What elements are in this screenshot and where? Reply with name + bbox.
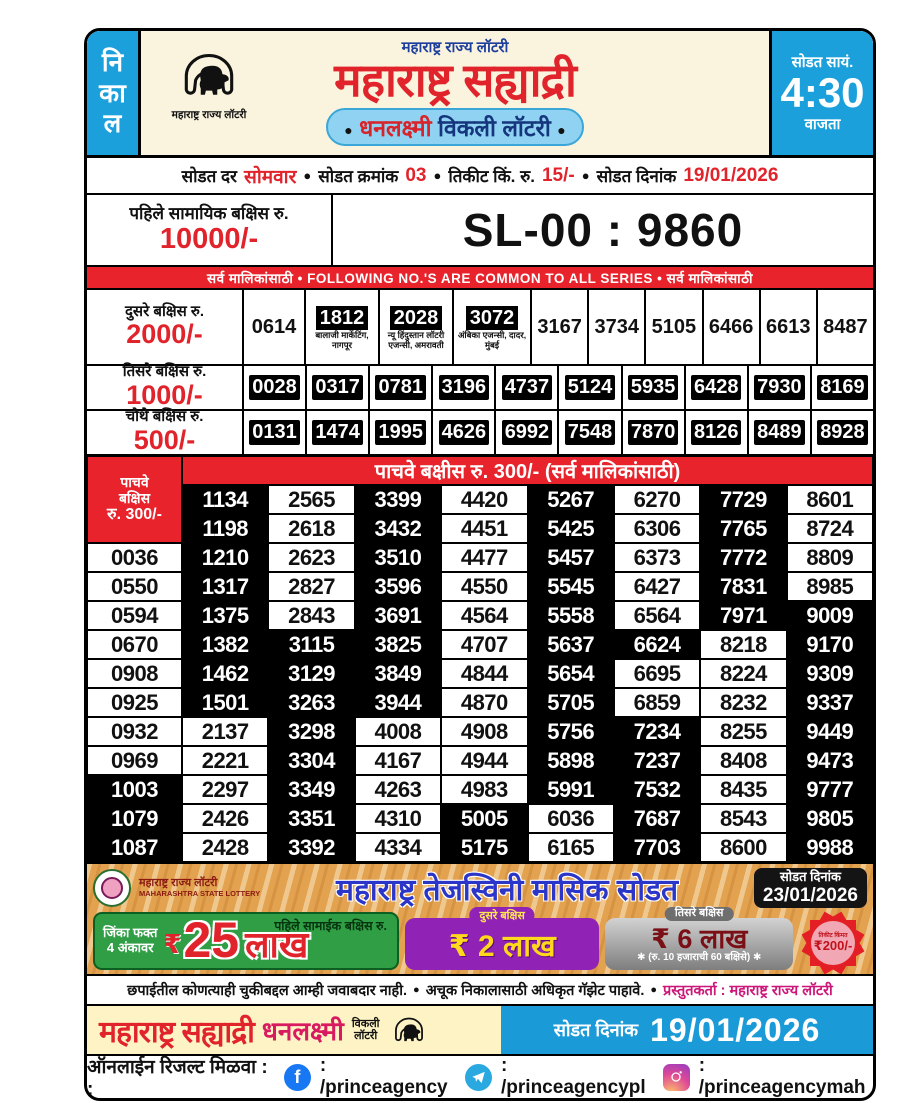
prize-number: 5935: [628, 375, 679, 400]
fifth-prize-number: 5005: [441, 804, 527, 833]
prize-number: 8489: [754, 420, 805, 445]
prize-number: 6992: [502, 420, 553, 445]
fifth-prize-number: 4167: [355, 746, 441, 775]
fifth-prize-number: 8224: [700, 659, 786, 688]
fifth-prize-number: 0908: [87, 659, 182, 688]
fifth-prize-number: 8809: [787, 543, 873, 572]
first-prize-row: [87, 193, 873, 265]
rupee-symbol: ₹: [163, 928, 182, 959]
fifth-prize-number: 8255: [700, 717, 786, 746]
third-prize-numbers: [242, 366, 873, 409]
header-center: [141, 31, 769, 155]
fifth-prize-number: 8435: [700, 775, 786, 804]
second-prize-cell: [452, 290, 530, 364]
pill-brand: धनलक्ष्मी: [359, 115, 432, 142]
fifth-prize-side-line: रु. 300/-: [107, 506, 162, 524]
bullet: ●: [413, 984, 420, 996]
draw-info-row: [87, 155, 873, 193]
fifth-prize-number: 3825: [355, 630, 441, 659]
promo-logo-caption-en: MAHARASHTRA STATE LOTTERY: [139, 888, 261, 898]
third-prize-label: [87, 363, 242, 410]
footer-date-label: सोडत दिनांक: [553, 1020, 639, 1040]
fifth-prize-number: 5558: [528, 601, 614, 630]
second-prize-cell: [304, 290, 378, 364]
fifth-prize-number: 4310: [355, 804, 441, 833]
agent-name: अंबिका एजन्सी, दादर, मुंबई: [457, 329, 527, 350]
first-prize-label-text: पहिले सामायिक बक्षिस रु.: [129, 203, 289, 223]
fifth-prize-number: 5175: [441, 833, 527, 862]
prize-number: 3734: [594, 316, 639, 338]
third-prize-cell: [242, 366, 305, 409]
first-prize-number: SL-00 : 9860: [462, 204, 744, 256]
fifth-prize-number: 9988: [787, 833, 873, 862]
fifth-prize-number: 6427: [614, 572, 700, 601]
promo-second-amount: ₹ 2 लाख: [448, 929, 556, 963]
third-prize-cell: [557, 366, 620, 409]
draw-time-label: सोडत सायं.: [791, 54, 854, 71]
third-prize-cell: [494, 366, 557, 409]
starburst-core: [811, 921, 855, 965]
fifth-prize-number: 8218: [700, 630, 786, 659]
fifth-prize-number: 0925: [87, 688, 182, 717]
prize-number: 2028: [390, 306, 443, 330]
nikal-letter: ल: [103, 108, 122, 139]
fourth-prize-cell: [747, 411, 810, 454]
fifth-prize-number: 6373: [614, 543, 700, 572]
fifth-prize-header: पाचवे बक्षीस रु. 300/- (सर्व मालिकांसाठी): [182, 456, 873, 485]
second-prize-cell: [816, 290, 873, 364]
fifth-prize-number: 4477: [441, 543, 527, 572]
seal-inner: [101, 877, 123, 899]
second-prize-label-text: दुसरे बक्षिस रु.: [124, 302, 205, 320]
fifth-prize-number: 0932: [87, 717, 182, 746]
facebook-icon[interactable]: f: [284, 1064, 311, 1091]
promo-second-prize-box: [405, 910, 599, 970]
fifth-prize-number: 4908: [441, 717, 527, 746]
bullet: ●: [650, 984, 658, 996]
ticket-price-value: 15/-: [541, 164, 575, 186]
fifth-prize-number: 1317: [182, 572, 268, 601]
draw-date-value: 19/01/2026: [683, 164, 779, 186]
fourth-prize-cell: [621, 411, 684, 454]
fifth-prize-number: 6165: [528, 833, 614, 862]
fifth-prize-number: 3392: [268, 833, 354, 862]
prize-number: 7870: [628, 420, 679, 445]
fifth-prize-number: 7532: [614, 775, 700, 804]
fifth-prize-number: 7687: [614, 804, 700, 833]
promo-second-tab: दुसरे बक्षिस: [470, 907, 535, 924]
fifth-prize-number: 3399: [355, 485, 441, 514]
fifth-prize-number: 8232: [700, 688, 786, 717]
fourth-prize-cell: [684, 411, 747, 454]
elephant-crest-icon: [176, 39, 242, 105]
fifth-prize-number: 3596: [355, 572, 441, 601]
fifth-prize-number: 4334: [355, 833, 441, 862]
fifth-prize-number: 6306: [614, 514, 700, 543]
disclaimer-row: [87, 974, 873, 1004]
promo-third-note: ✱ (रु. 10 हजाराची 60 बक्षिसे) ✱: [637, 951, 762, 963]
promo-first-label: पहिले सामाईक बक्षिस रु.: [274, 919, 387, 933]
promo-date-box: [754, 868, 867, 909]
agent-name: न्यू हिंदुस्तान लॉटरी एजन्सी, अमरावती: [387, 329, 445, 350]
footer-brand-title: महाराष्ट्र सह्याद्री: [99, 1015, 254, 1049]
fifth-prize-side-line: पाचवे: [120, 474, 149, 491]
fifth-prize-number: 5425: [528, 514, 614, 543]
second-prize-label: [87, 290, 242, 364]
footer-date: 19/01/2026: [650, 1011, 821, 1048]
header: [87, 31, 873, 155]
prize-number: 8169: [817, 375, 868, 400]
fifth-prize-number: 9337: [787, 688, 873, 717]
fifth-prize-number: 4944: [441, 746, 527, 775]
draw-time-box: [769, 31, 873, 155]
fifth-prize-number: 8724: [787, 514, 873, 543]
prize-number: 0028: [249, 375, 300, 400]
fifth-prize-number: 2565: [268, 485, 354, 514]
fifth-prize-number: 8408: [700, 746, 786, 775]
prize-number: 5124: [565, 375, 616, 400]
fifth-prize-number: 1382: [182, 630, 268, 659]
main-title: महाराष्ट्र सह्याद्री: [334, 54, 576, 107]
state-lottery-title: महाराष्ट्र राज्य लॉटरी: [401, 38, 509, 56]
second-prize-cell: [702, 290, 759, 364]
fifth-prize-number: 8985: [787, 572, 873, 601]
third-prize-cell: [368, 366, 431, 409]
second-prize-cell: [644, 290, 701, 364]
prize-number: 4626: [439, 420, 490, 445]
common-series-banner: सर्व मालिकांसाठी • FOLLOWING NO.'S ARE COMMON TO ALL SERIES • सर्व मालिकांसाठी: [87, 265, 873, 288]
fifth-prize-number: 4420: [441, 485, 527, 514]
draw-time: 4:30: [780, 69, 865, 116]
fifth-prize-number: 0670: [87, 630, 182, 659]
prize-number: 7548: [565, 420, 616, 445]
nikal-vertical-strip: [87, 31, 141, 155]
fifth-prize-number: 2618: [268, 514, 354, 543]
promo-logo-caption-mr: महाराष्ट्र राज्य लॉटरी: [139, 877, 218, 890]
prize-number: 1812: [316, 306, 369, 330]
fifth-prize-number: 8600: [700, 833, 786, 862]
promo-prizes-row: [91, 907, 869, 974]
fourth-prize-row: [87, 409, 873, 454]
fifth-prize-number: 1079: [87, 804, 182, 833]
fifth-prize-number: 8601: [787, 485, 873, 514]
fifth-prize-number: 0969: [87, 746, 182, 775]
second-prize-cell: [242, 290, 304, 364]
fourth-prize-cell: [494, 411, 557, 454]
lottery-result-sheet: [84, 28, 876, 1101]
fifth-prize-number: 0036: [87, 543, 182, 572]
promo-first-amount: 25: [183, 912, 240, 969]
footer-date-box: [501, 1006, 873, 1054]
fifth-prize-number: 3691: [355, 601, 441, 630]
fifth-prize-number: 7729: [700, 485, 786, 514]
fifth-prize-number: 2426: [182, 804, 268, 833]
prize-number: 3167: [537, 316, 582, 338]
disclaimer-text: छपाईतील कोणत्याही चुकीबद्दल आम्ही जवाबदार नाही.: [127, 983, 408, 999]
prize-number: 3196: [439, 375, 490, 400]
pill-dot: ●: [344, 122, 353, 139]
promo-logo-caption: [139, 878, 260, 897]
fourth-prize-label: [87, 408, 242, 455]
telegram-icon[interactable]: [465, 1064, 492, 1091]
fifth-prize-number: 3129: [268, 659, 354, 688]
burst-ticket-label: तिकीट किंमत: [818, 932, 848, 939]
fifth-prize-number: 6624: [614, 630, 700, 659]
fifth-prize-number: 6564: [614, 601, 700, 630]
prize-number: 4737: [502, 375, 553, 400]
first-prize-amount: 10000/-: [159, 223, 259, 256]
day-label: सोडत दर: [181, 167, 237, 186]
fifth-prize-number: 9449: [787, 717, 873, 746]
promo-title: महाराष्ट्र तेजस्विनी मासिक सोडत: [336, 873, 679, 907]
fifth-prize-number: 4870: [441, 688, 527, 717]
fifth-prize-side-label: [87, 456, 182, 543]
burst-ticket-price: ₹200/-: [813, 938, 853, 954]
fifth-prize-number: 1003: [87, 775, 182, 804]
third-prize-amount: 1000/-: [126, 379, 203, 410]
win-tag-line: जिंका फक्त: [103, 925, 158, 941]
fifth-prize-number: 6859: [614, 688, 700, 717]
promo-first-prize-box: [93, 912, 399, 970]
fifth-prize-number: 3349: [268, 775, 354, 804]
facebook-handle[interactable]: : /princeagency: [319, 1055, 448, 1098]
fifth-prize-number: 1462: [182, 659, 268, 688]
footer-weekly-label: [352, 1018, 380, 1042]
bullet: ●: [433, 168, 442, 183]
fifth-prize-number: 4707: [441, 630, 527, 659]
fifth-prize-number: 2827: [268, 572, 354, 601]
agent-name: बालाजी मार्केटिंग, नागपूर: [315, 329, 369, 350]
fifth-prize-number: 3298: [268, 717, 354, 746]
prize-number: 6466: [708, 316, 754, 338]
weekly-lottery-pill: [326, 108, 583, 146]
third-prize-cell: [621, 366, 684, 409]
fifth-prize-number: 7772: [700, 543, 786, 572]
fifth-prize-number: 5457: [528, 543, 614, 572]
fourth-prize-cell: [242, 411, 305, 454]
fifth-prize-number: 3510: [355, 543, 441, 572]
third-prize-cell: [305, 366, 368, 409]
fifth-prize-number: 0550: [87, 572, 182, 601]
fifth-prize-number: 4263: [355, 775, 441, 804]
prize-number: 3072: [466, 306, 519, 330]
prize-number: 1995: [375, 420, 426, 445]
prize-number: 6428: [691, 375, 742, 400]
footer-brand-sub: धनलक्ष्मी: [261, 1016, 344, 1046]
fifth-prize-number: 1198: [182, 514, 268, 543]
prize-number: 6613: [765, 316, 811, 338]
fifth-prize-number: 4983: [441, 775, 527, 804]
fifth-prize-number: 5991: [528, 775, 614, 804]
fifth-prize-number: 3263: [268, 688, 354, 717]
fifth-prize-number: 9473: [787, 746, 873, 775]
fifth-prize-number: 7237: [614, 746, 700, 775]
fifth-prize-number: 5705: [528, 688, 614, 717]
fourth-prize-cell: [557, 411, 620, 454]
prize-number: 1474: [312, 420, 363, 445]
fourth-prize-amount: 500/-: [133, 424, 196, 455]
fifth-prize-number: 1134: [182, 485, 268, 514]
prize-number: 7930: [754, 375, 805, 400]
fifth-prize-number: 1210: [182, 543, 268, 572]
instagram-handle[interactable]: : /princeagencymah: [698, 1055, 866, 1098]
first-prize-label: [87, 195, 333, 265]
fifth-prize-number: 7971: [700, 601, 786, 630]
bullet: ●: [581, 168, 590, 183]
online-result-label: ऑनलाईन रिजल्ट मिळवा : :: [87, 1057, 268, 1100]
third-prize-cell: [431, 366, 494, 409]
prize-number: 0614: [251, 316, 297, 338]
fifth-prize-number: 3432: [355, 514, 441, 543]
prize-number: 0317: [312, 375, 363, 400]
draw-no-value: 03: [405, 164, 427, 186]
prize-number: 5105: [651, 316, 697, 338]
prize-number: 8928: [817, 420, 868, 445]
pill-dot: ●: [557, 122, 566, 139]
prize-number: 8126: [691, 420, 742, 445]
fifth-prize-number: 7703: [614, 833, 700, 862]
promo-third-tab: तिसरे बक्षिस: [665, 907, 734, 921]
fifth-prize-number: 8543: [700, 804, 786, 833]
brand-footer: [87, 1004, 873, 1054]
fourth-prize-cell: [305, 411, 368, 454]
fifth-prize-number: 5545: [528, 572, 614, 601]
prize-number: 0781: [375, 375, 426, 400]
fifth-prize-number: 2297: [182, 775, 268, 804]
fourth-prize-label-text: चौथे बक्षिस रु.: [125, 408, 204, 426]
fifth-prize-number: 6036: [528, 804, 614, 833]
fourth-prize-numbers: [242, 411, 873, 454]
win-on-4-digits-tag: [103, 926, 157, 956]
fifth-prize-number: 4550: [441, 572, 527, 601]
fifth-prize-number: 1501: [182, 688, 268, 717]
prize-number: 8487: [823, 316, 868, 338]
state-lottery-seal-icon: [93, 869, 131, 907]
draw-time-suffix: वाजता: [804, 116, 841, 133]
fifth-prize-number: 6270: [614, 485, 700, 514]
fifth-prize-number: 9309: [787, 659, 873, 688]
fifth-prize-number: 9170: [787, 630, 873, 659]
presenter-text: प्रस्तुतकर्ता : महाराष्ट्र राज्य लॉटरी: [663, 983, 833, 999]
third-prize-cell: [684, 366, 747, 409]
social-row: [87, 1054, 873, 1098]
fifth-prize-number: 4008: [355, 717, 441, 746]
promo-date: 23/01/2026: [762, 884, 858, 906]
third-prize-row: [87, 364, 873, 409]
fifth-prize-number: 3849: [355, 659, 441, 688]
promo-top-row: [91, 866, 869, 910]
fifth-prize-number: 4844: [441, 659, 527, 688]
fifth-prize-number: 1087: [87, 833, 182, 862]
second-prize-cell: [530, 290, 587, 364]
fourth-prize-cell: [368, 411, 431, 454]
second-prize-numbers: [242, 290, 873, 364]
lottery-crest: [153, 39, 265, 122]
draw-no-label: सोडत क्रमांक: [318, 167, 399, 186]
fifth-prize-number: 3115: [268, 630, 354, 659]
pill-rest: विकली लॉटरी: [437, 115, 551, 142]
fifth-prize-side-line: बक्षिस: [118, 490, 151, 507]
fifth-prize-number: 5637: [528, 630, 614, 659]
second-prize-cell: [378, 290, 452, 364]
third-prize-label-text: तिसरे बक्षिस रु.: [122, 363, 207, 381]
second-prize-cell: [759, 290, 816, 364]
draw-date-label: सोडत दिनांक: [596, 167, 677, 186]
fifth-prize-number: 5898: [528, 746, 614, 775]
promo-third-prize-box: [605, 907, 793, 970]
promo-first-unit: लाख: [245, 923, 309, 965]
fifth-prize-number: 9009: [787, 601, 873, 630]
day-value: सोमवार: [243, 166, 297, 188]
footer-weekly-line: लॉटरी: [354, 1030, 378, 1042]
fourth-prize-cell: [431, 411, 494, 454]
third-prize-cell: [747, 366, 810, 409]
footer-elephant-icon: [388, 1009, 430, 1052]
promo-third-amount: ₹ 6 लाख: [651, 923, 748, 954]
second-prize-cell: [587, 290, 644, 364]
third-prize-cell: [810, 366, 873, 409]
telegram-handle[interactable]: : /princeagencypl: [501, 1055, 646, 1098]
nikal-letter: का: [99, 77, 126, 108]
fifth-prize-number: 5267: [528, 485, 614, 514]
fifth-prize-number: 2843: [268, 601, 354, 630]
promo-date-label: सोडत दिनांक: [779, 868, 841, 884]
fifth-prize-number: 9777: [787, 775, 873, 804]
fifth-prize-number: 0594: [87, 601, 182, 630]
fifth-prize-number: 2623: [268, 543, 354, 572]
fifth-prize-number: 4564: [441, 601, 527, 630]
fifth-prize-number: 3304: [268, 746, 354, 775]
fifth-prize-number: 7234: [614, 717, 700, 746]
ticket-price-label: तिकीट किं. रु.: [448, 167, 535, 186]
fifth-prize-number: 1375: [182, 601, 268, 630]
nikal-letter: नि: [101, 47, 124, 78]
second-prize-amount: 2000/-: [126, 319, 203, 350]
monthly-draw-promo: [87, 862, 873, 974]
fifth-prize-number: 2221: [182, 746, 268, 775]
ticket-price-starburst: [799, 910, 867, 976]
fifth-prize-number: 2137: [182, 717, 268, 746]
win-tag-line: 4 अंकावर: [106, 940, 154, 955]
fifth-prize-number: 2428: [182, 833, 268, 862]
fifth-prize-grid: [87, 454, 873, 862]
instagram-icon[interactable]: [663, 1064, 690, 1091]
footer-weekly-line: विकली: [351, 1017, 380, 1030]
fifth-prize-number: 3944: [355, 688, 441, 717]
fifth-prize-number: 5756: [528, 717, 614, 746]
fifth-prize-number: 7831: [700, 572, 786, 601]
fifth-prize-number: 6695: [614, 659, 700, 688]
fifth-prize-number: 9805: [787, 804, 873, 833]
bullet: ●: [303, 168, 312, 183]
fourth-prize-cell: [810, 411, 873, 454]
crest-caption: महाराष्ट्र राज्य लॉटरी: [171, 109, 247, 121]
fifth-prize-number: 5654: [528, 659, 614, 688]
fifth-prize-number: 4451: [441, 514, 527, 543]
fifth-prize-number: 3351: [268, 804, 354, 833]
prize-number: 0131: [249, 420, 300, 445]
disclaimer-text: अचूक निकालासाठी अधिकृत गॅझेट पाहावे.: [425, 983, 645, 999]
fifth-prize-number: 7765: [700, 514, 786, 543]
second-prize-row: [87, 288, 873, 364]
